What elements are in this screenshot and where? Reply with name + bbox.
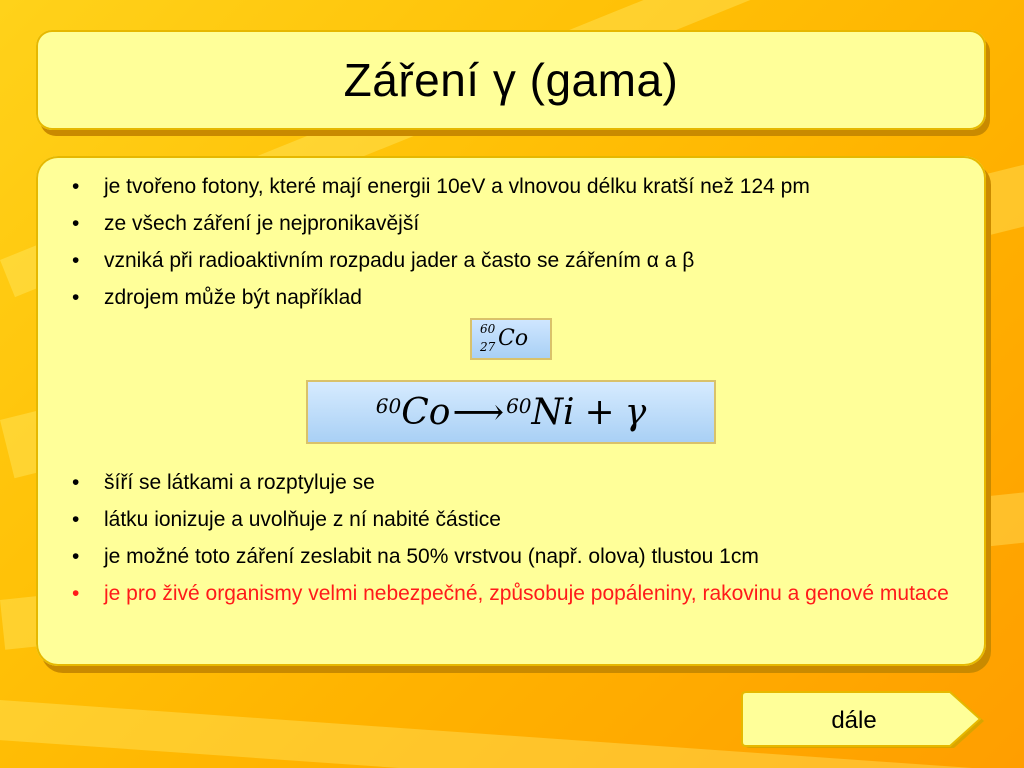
bullet-dot-icon: • <box>72 471 80 494</box>
bullet-text: ze všech záření je nejpronikavější <box>104 212 420 235</box>
bullet-dot-icon: • <box>72 582 80 605</box>
reaction-arrow-icon: ⟶ <box>452 391 505 433</box>
cobalt-isotope-formula <box>470 318 552 360</box>
bullet-item <box>70 542 952 572</box>
element-symbol: Co <box>498 326 529 351</box>
bullet-dot-icon: • <box>72 212 80 235</box>
slide-title: Záření γ (gama) <box>343 54 679 106</box>
bullet-list-top <box>70 172 952 320</box>
next-button[interactable] <box>740 690 986 752</box>
bullet-text: je možné toto záření zeslabit na 50% vrstvou (např. olova) tlustou 1cm <box>104 545 759 568</box>
atomic-number: 27 <box>480 340 496 354</box>
bullet-text: je pro živé organismy velmi nebezpečné, způsobuje popáleniny, rakovinu a genové mutace <box>104 582 949 605</box>
decay-equation <box>306 380 716 444</box>
bullet-item <box>70 246 952 276</box>
bullet-item <box>70 172 952 202</box>
title-panel <box>36 30 986 130</box>
bullet-item <box>70 209 952 239</box>
bullet-dot-icon: • <box>72 286 80 309</box>
bullet-text: látku ionizuje a uvolňuje z ní nabité částice <box>104 508 501 531</box>
bullet-item <box>70 468 952 498</box>
bullet-item <box>70 505 952 535</box>
right-element-symbol: Ni <box>531 391 575 433</box>
warning-bullet-item <box>70 579 952 609</box>
bullet-item <box>70 283 952 313</box>
bullet-text: vzniká při radioaktivním rozpadu jader a často se zářením α a β <box>104 249 695 272</box>
left-mass-number: 60 <box>375 394 402 418</box>
bullet-dot-icon: • <box>72 175 80 198</box>
bullet-text: je tvořeno fotony, které mají energii 10eV a vlnovou délku kratší než 124 pm <box>104 175 810 198</box>
plus-sign: + <box>584 391 615 433</box>
left-element-symbol: Co <box>401 391 451 433</box>
bullet-dot-icon: • <box>72 508 80 531</box>
bullet-list-bottom <box>70 468 952 616</box>
bullet-dot-icon: • <box>72 249 80 272</box>
bullet-dot-icon: • <box>72 545 80 568</box>
mass-number: 60 <box>480 322 496 336</box>
right-mass-number: 60 <box>506 394 532 418</box>
next-button-label: dále <box>831 707 877 734</box>
bullet-text: šíří se látkami a rozptyluje se <box>104 471 375 494</box>
gamma-symbol: γ <box>624 391 647 433</box>
bullet-text: zdrojem může být například <box>104 286 362 309</box>
